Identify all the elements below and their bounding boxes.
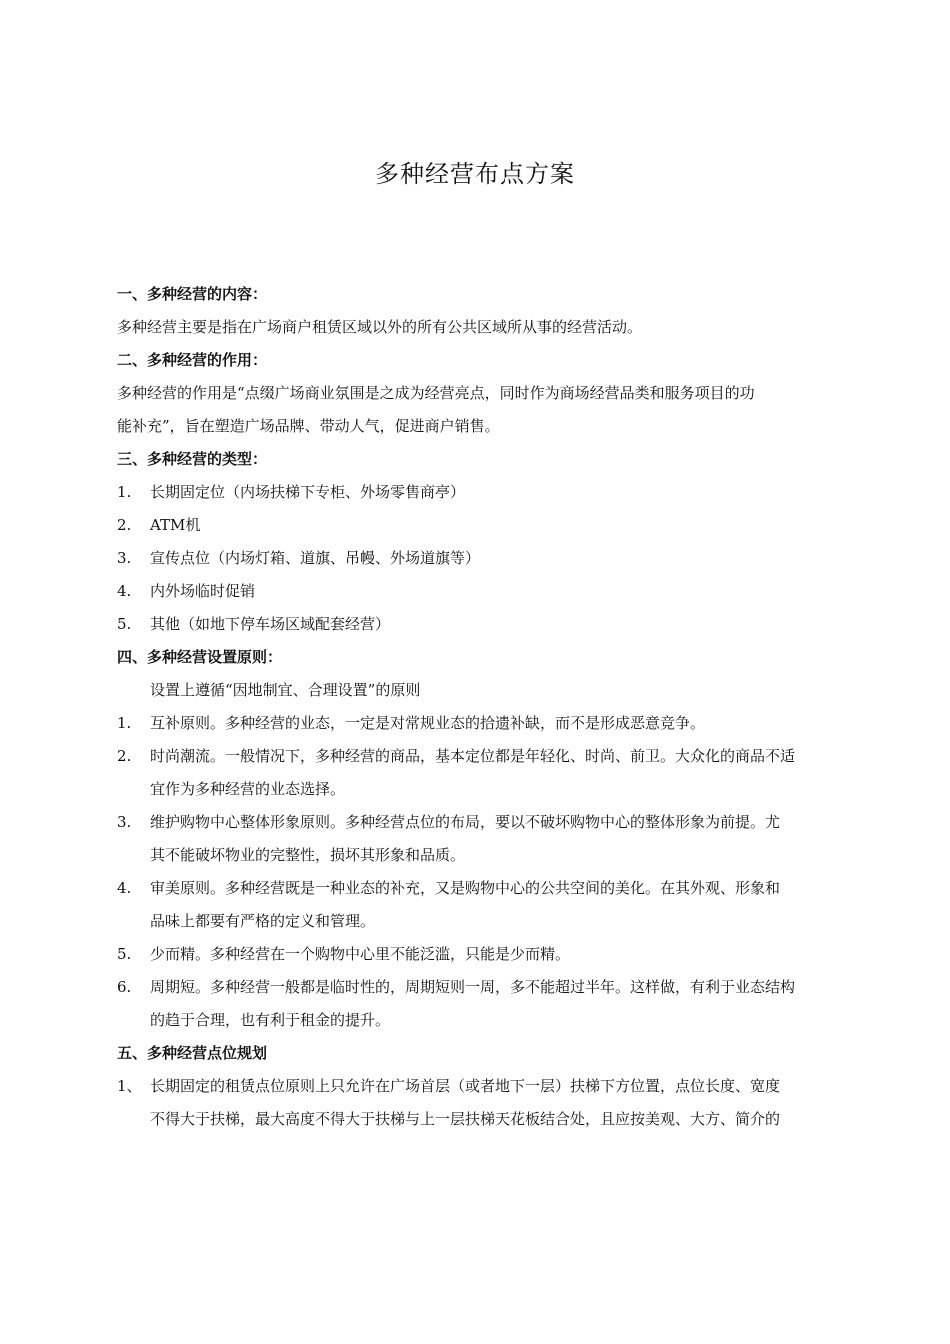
list-item-body	[150, 740, 837, 806]
list-item-number: 3.	[117, 549, 132, 567]
list-item-line: 少而精。多种经营在一个购物中心里不能泛滥，只能是少而精。	[150, 945, 571, 963]
list-item-number: 1.	[117, 483, 132, 501]
list-item-body	[150, 1070, 837, 1136]
list-item-line: 时尚潮流。一般情况下，多种经营的商品，基本定位都是年轻化、时尚、前卫。大众化的商品不适	[150, 747, 796, 765]
list-item-line: 不得大于扶梯，最大高度不得大于扶梯与上一层扶梯天花板结合处，且应按美观、大方、简介的	[150, 1110, 781, 1128]
list-item-number: 5.	[117, 615, 132, 633]
list-item	[117, 1070, 837, 1136]
list-item-line: 长期固定的租赁点位原则上只允许在广场首层（或者地下一层）扶梯下方位置，点位长度、宽度	[150, 1077, 781, 1095]
list-item-text: 长期固定位（内场扶梯下专柜、外场零售商亭）	[150, 483, 466, 501]
list-item-line: 的趋于合理，也有利于租金的提升。	[150, 1011, 391, 1029]
list-item	[117, 509, 837, 542]
list-item-body	[150, 707, 837, 740]
list-item-number: 4.	[117, 879, 132, 897]
list-item-number: 6.	[117, 978, 132, 996]
list-item-body	[150, 806, 837, 872]
list-item	[117, 740, 837, 806]
section-heading-function: 二、多种经营的作用：	[117, 351, 268, 369]
list-item-line: 宜作为多种经营的业态选择。	[150, 780, 346, 798]
list-item	[117, 575, 837, 608]
section-intro-principles: 设置上遵循“因地制宜、合理设置”的原则	[150, 681, 421, 699]
document-title: 多种经营布点方案	[375, 160, 575, 188]
section-heading-types: 三、多种经营的类型：	[117, 450, 268, 468]
section-heading-principles: 四、多种经营设置原则：	[117, 648, 283, 666]
list-item	[117, 707, 837, 740]
list-item-number: 3.	[117, 813, 132, 831]
list-item-body	[150, 971, 837, 1037]
list-item-number: 2.	[117, 747, 132, 765]
list-item-text: 内外场临时促销	[150, 582, 256, 600]
list-item	[117, 872, 837, 938]
list-item-number: 2.	[117, 516, 132, 534]
list-item-line: 品味上都要有严格的定义和管理。	[150, 912, 376, 930]
section-body-content: 多种经营主要是指在广场商户租赁区域以外的所有公共区域所从事的经营活动。	[117, 318, 643, 336]
list-item-line: 其不能破坏物业的完整性，损坏其形象和品质。	[150, 846, 466, 864]
section-body-function-line1: 多种经营的作用是“点缀广场商业氛围是之成为经营亮点，同时作为商场经营品类和服务项目的功	[117, 384, 755, 402]
list-item-number: 1.	[117, 714, 132, 732]
section-heading-content: 一、多种经营的内容：	[117, 285, 268, 303]
list-item	[117, 806, 837, 872]
list-item-number: 1、	[117, 1077, 142, 1095]
list-item-text: ATM机	[150, 516, 201, 534]
list-item	[117, 971, 837, 1037]
list-item-line: 维护购物中心整体形象原则。多种经营点位的布局，要以不破坏购物中心的整体形象为前提。尤	[150, 813, 781, 831]
list-item	[117, 542, 837, 575]
list-item	[117, 608, 837, 641]
list-item-line: 周期短。多种经营一般都是临时性的，周期短则一周，多不能超过半年。这样做，有利于业态结构	[150, 978, 796, 996]
list-item-number: 5.	[117, 945, 132, 963]
list-item-number: 4.	[117, 582, 132, 600]
list-item	[117, 938, 837, 971]
list-item-line: 互补原则。多种经营的业态，一定是对常规业态的拾遗补缺，而不是形成恶意竞争。	[150, 714, 706, 732]
list-item-text: 宣传点位（内场灯箱、道旗、吊幔、外场道旗等）	[150, 549, 481, 567]
list-item	[117, 476, 837, 509]
section-heading-planning: 五、多种经营点位规划	[117, 1044, 268, 1062]
list-item-text: 其他（如地下停车场区域配套经营）	[150, 615, 391, 633]
list-item-line: 审美原则。多种经营既是一种业态的补充，又是购物中心的公共空间的美化。在其外观、形象和	[150, 879, 781, 897]
document-body	[117, 278, 837, 1136]
section-body-function-line2: 能补充”，旨在塑造广场品牌、带动人气，促进商户销售。	[117, 417, 500, 435]
list-item-body	[150, 938, 837, 971]
list-item-body	[150, 872, 837, 938]
